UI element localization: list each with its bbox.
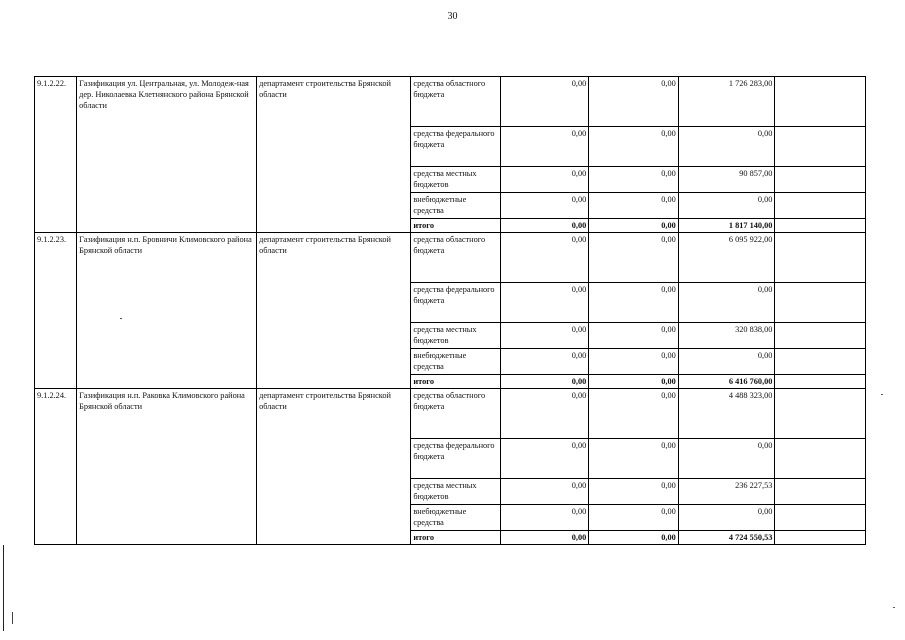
- amount-v3: 4 724 550,53: [678, 531, 775, 545]
- amount-v1: 0,00: [500, 233, 588, 283]
- amount-v3: 0,00: [678, 193, 775, 219]
- amount-v1: 0,00: [500, 323, 588, 349]
- amount-v3: 236 227,53: [678, 479, 775, 505]
- table-row: [35, 77, 866, 127]
- amount-v1: 0,00: [500, 193, 588, 219]
- empty-cell: [775, 479, 866, 505]
- item-name: Газификация н.п. Бровничи Климовского района Брянской области: [77, 233, 257, 389]
- funding-source: внебюджетные средства: [411, 193, 500, 219]
- empty-cell: [775, 193, 866, 219]
- table-body: [35, 77, 866, 545]
- amount-v3: 6 095 922,00: [678, 233, 775, 283]
- funding-source: средства областного бюджета: [411, 77, 500, 127]
- item-department: департамент строительства Брянской области: [257, 389, 411, 545]
- page-number: 30: [447, 11, 458, 22]
- empty-cell: [775, 283, 866, 323]
- amount-v2: 0,00: [589, 127, 678, 167]
- amount-v3: 1 817 140,00: [678, 219, 775, 233]
- amount-v1: 0,00: [500, 531, 588, 545]
- funding-source: средства местных бюджетов: [411, 167, 500, 193]
- amount-v1: 0,00: [500, 283, 588, 323]
- amount-v3: 0,00: [678, 283, 775, 323]
- amount-v2: 0,00: [589, 323, 678, 349]
- budget-table: [34, 76, 866, 545]
- scan-margin-mark: [12, 612, 13, 624]
- amount-v2: 0,00: [589, 77, 678, 127]
- empty-cell: [775, 323, 866, 349]
- table-row: [35, 233, 866, 283]
- amount-v2: 0,00: [589, 375, 678, 389]
- amount-v2: 0,00: [589, 479, 678, 505]
- amount-v2: 0,00: [589, 219, 678, 233]
- amount-v1: 0,00: [500, 439, 588, 479]
- amount-v3: 0,00: [678, 349, 775, 375]
- empty-cell: [775, 167, 866, 193]
- empty-cell: [775, 233, 866, 283]
- item-code: 9.1.2.24.: [35, 389, 77, 545]
- scan-speck: [893, 607, 895, 608]
- funding-source: итого: [411, 531, 500, 545]
- amount-v3: 1 726 283,00: [678, 77, 775, 127]
- empty-cell: [775, 505, 866, 531]
- scan-speck: [881, 394, 883, 395]
- item-code: 9.1.2.23.: [35, 233, 77, 389]
- amount-v2: 0,00: [589, 531, 678, 545]
- funding-source: средства областного бюджета: [411, 389, 500, 439]
- funding-source: средства областного бюджета: [411, 233, 500, 283]
- funding-source: средства федерального бюджета: [411, 439, 500, 479]
- empty-cell: [775, 77, 866, 127]
- amount-v2: 0,00: [589, 233, 678, 283]
- funding-source: средства местных бюджетов: [411, 323, 500, 349]
- amount-v3: 0,00: [678, 127, 775, 167]
- amount-v3: 4 488 323,00: [678, 389, 775, 439]
- amount-v2: 0,00: [589, 167, 678, 193]
- amount-v1: 0,00: [500, 389, 588, 439]
- amount-v1: 0,00: [500, 219, 588, 233]
- amount-v1: 0,00: [500, 375, 588, 389]
- amount-v1: 0,00: [500, 479, 588, 505]
- amount-v2: 0,00: [589, 389, 678, 439]
- funding-source: итого: [411, 375, 500, 389]
- scan-speck: [120, 318, 122, 319]
- amount-v2: 0,00: [589, 505, 678, 531]
- scan-margin-line: [3, 545, 4, 631]
- empty-cell: [775, 219, 866, 233]
- funding-source: внебюджетные средства: [411, 349, 500, 375]
- funding-source: средства местных бюджетов: [411, 479, 500, 505]
- amount-v3: 6 416 760,00: [678, 375, 775, 389]
- table-row: [35, 389, 866, 439]
- item-department: департамент строительства Брянской области: [257, 77, 411, 233]
- funding-source: итого: [411, 219, 500, 233]
- amount-v3: 90 857,00: [678, 167, 775, 193]
- amount-v2: 0,00: [589, 283, 678, 323]
- empty-cell: [775, 349, 866, 375]
- funding-source: средства федерального бюджета: [411, 283, 500, 323]
- amount-v3: 0,00: [678, 505, 775, 531]
- funding-source: внебюджетные средства: [411, 505, 500, 531]
- funding-source: средства федерального бюджета: [411, 127, 500, 167]
- empty-cell: [775, 389, 866, 439]
- amount-v3: 0,00: [678, 439, 775, 479]
- empty-cell: [775, 375, 866, 389]
- amount-v2: 0,00: [589, 349, 678, 375]
- amount-v1: 0,00: [500, 127, 588, 167]
- amount-v2: 0,00: [589, 193, 678, 219]
- amount-v3: 320 838,00: [678, 323, 775, 349]
- amount-v1: 0,00: [500, 167, 588, 193]
- amount-v2: 0,00: [589, 439, 678, 479]
- amount-v1: 0,00: [500, 505, 588, 531]
- empty-cell: [775, 127, 866, 167]
- item-department: департамент строительства Брянской области: [257, 233, 411, 389]
- item-code: 9.1.2.22.: [35, 77, 77, 233]
- empty-cell: [775, 531, 866, 545]
- amount-v1: 0,00: [500, 349, 588, 375]
- amount-v1: 0,00: [500, 77, 588, 127]
- item-name: Газификация ул. Центральная, ул. Молодеж-ная дер. Николаевка Клетнянского района Брянской области: [77, 77, 257, 233]
- item-name: Газификация н.п. Раковка Климовского района Брянской области: [77, 389, 257, 545]
- empty-cell: [775, 439, 866, 479]
